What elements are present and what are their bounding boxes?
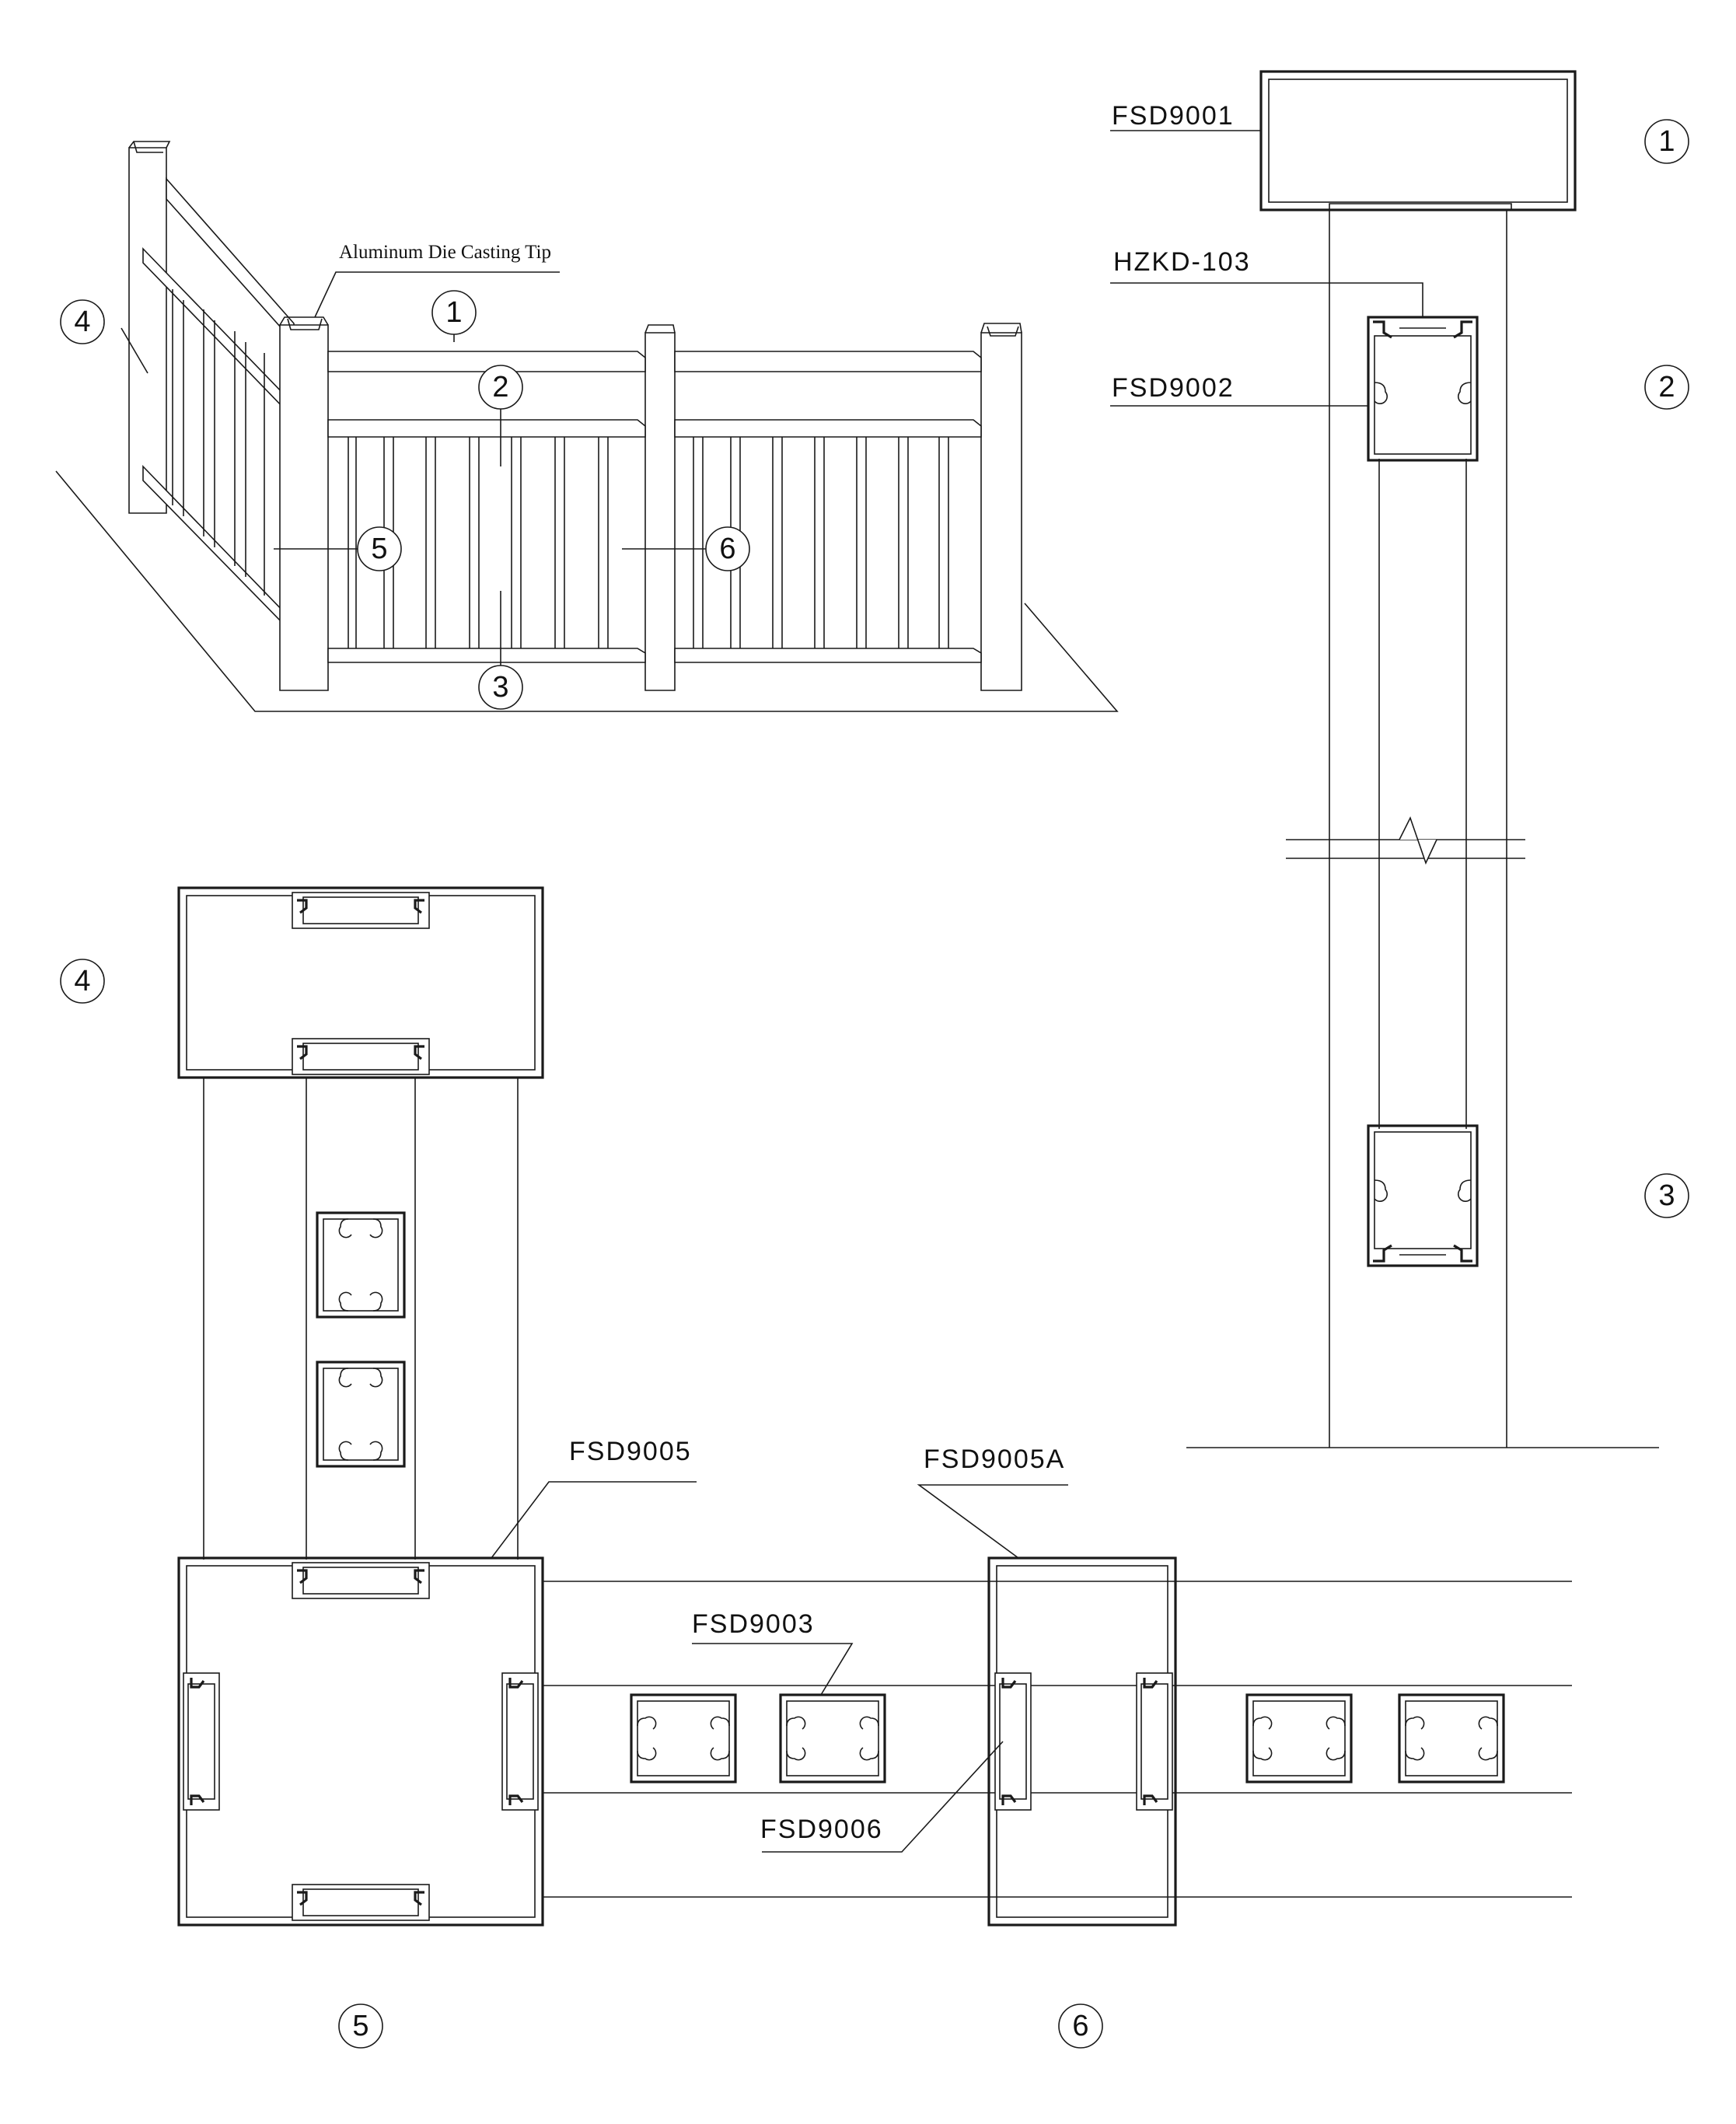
die-casting-tip-callout: Aluminum Die Casting Tip bbox=[339, 242, 551, 263]
marker-6-plan bbox=[1059, 2004, 1102, 2048]
marker-6-iso bbox=[706, 527, 749, 571]
label-fsd9006: FSD9006 bbox=[760, 1815, 883, 1844]
label-fsd9005a: FSD9005A bbox=[924, 1445, 1066, 1474]
marker-3-section bbox=[1645, 1174, 1689, 1217]
marker-4-plan bbox=[61, 959, 104, 1003]
svg-text:2: 2 bbox=[492, 371, 509, 403]
marker-3-iso bbox=[479, 665, 522, 709]
svg-text:5: 5 bbox=[371, 533, 388, 565]
railing-isometric bbox=[56, 141, 1117, 711]
marker-5-iso bbox=[358, 527, 401, 571]
marker-4-iso bbox=[61, 300, 104, 344]
label-fsd9002: FSD9002 bbox=[1112, 373, 1235, 403]
label-fsd9005: FSD9005 bbox=[569, 1437, 692, 1466]
label-hzkd-103: HZKD-103 bbox=[1113, 247, 1251, 277]
svg-text:3: 3 bbox=[492, 671, 509, 704]
svg-text:5: 5 bbox=[352, 2010, 369, 2042]
svg-text:6: 6 bbox=[1072, 2010, 1089, 2042]
label-fsd9003: FSD9003 bbox=[692, 1609, 815, 1639]
svg-text:1: 1 bbox=[1658, 125, 1675, 158]
post-plan-view bbox=[179, 888, 1572, 1925]
marker-2-iso bbox=[479, 365, 522, 409]
svg-text:6: 6 bbox=[719, 533, 736, 565]
marker-2-section bbox=[1645, 365, 1689, 409]
svg-text:1: 1 bbox=[445, 296, 463, 329]
marker-5-plan bbox=[339, 2004, 382, 2048]
marker-1-iso bbox=[432, 291, 476, 334]
svg-text:3: 3 bbox=[1658, 1179, 1675, 1212]
svg-text:4: 4 bbox=[74, 306, 91, 338]
rail-section-view bbox=[1110, 72, 1659, 1448]
marker-1-section bbox=[1645, 120, 1689, 163]
svg-text:2: 2 bbox=[1658, 371, 1675, 403]
label-fsd9001: FSD9001 bbox=[1112, 101, 1235, 131]
svg-text:4: 4 bbox=[74, 965, 91, 997]
